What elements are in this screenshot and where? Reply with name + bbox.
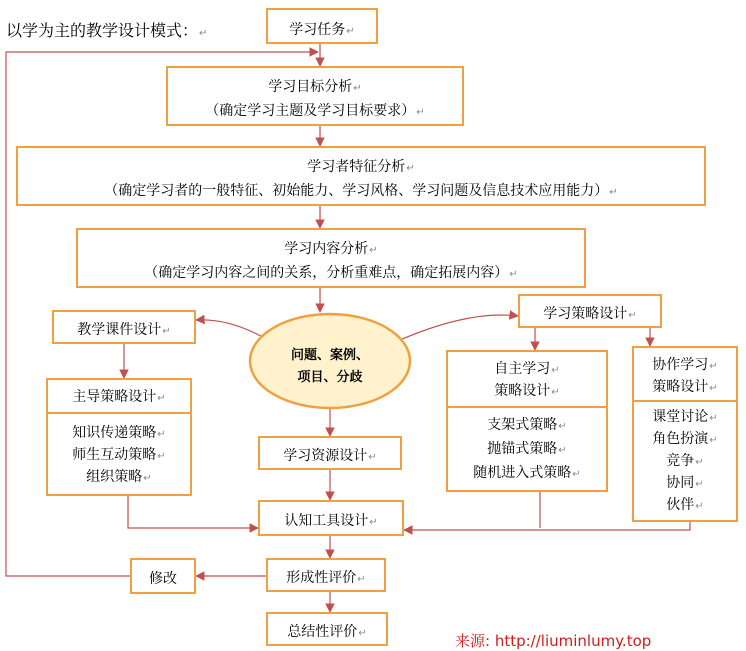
collab-item: 角色扮演↵: [652, 431, 718, 447]
problem-line-1: 问题、案例、: [290, 348, 369, 363]
source-caption: 来源: http://liuminlumy.top: [455, 632, 652, 650]
learner-box: [16, 146, 706, 206]
collab-item: 伙伴↵: [666, 497, 704, 513]
collab-box: [632, 346, 738, 522]
autonomous-title-2: 策略设计↵: [494, 383, 560, 399]
problem-line-2: 项目、分歧: [297, 370, 363, 385]
task-label: 学习任务↵: [289, 22, 355, 38]
revise-box: [130, 558, 196, 594]
goal-box: [166, 66, 464, 126]
revise-label: 修改: [149, 571, 177, 587]
autonomous-divider: [448, 406, 606, 408]
courseware-box: [52, 310, 196, 344]
dominant-item: 知识传递策略↵: [72, 425, 166, 441]
task-box: [266, 8, 378, 44]
dominant-box: [46, 378, 192, 496]
collab-item: 竞争↵: [666, 453, 704, 469]
dominant-item: 师生互动策略↵: [72, 447, 166, 463]
formative-box: [266, 558, 386, 592]
learner-desc: （确定学习者的一般特征、初始能力、学习风格、学习问题及信息技术应用能力）↵: [104, 183, 618, 199]
strategy-label: 学习策略设计↵: [543, 306, 637, 322]
resource-box: [258, 436, 402, 470]
collab-title-1: 协作学习↵: [652, 357, 718, 373]
arrow-collab-cognitive: [404, 522, 690, 530]
goal-desc: （确定学习主题及学习目标要求）↵: [205, 103, 425, 119]
formative-label: 形成性评价↵: [286, 570, 366, 586]
courseware-label: 教学课件设计↵: [77, 322, 171, 338]
autonomous-title-1: 自主学习↵: [494, 361, 560, 377]
diagram-title: 以学为主的教学设计模式：↵: [6, 21, 208, 40]
arrow-problem-courseware: [196, 320, 268, 340]
summative-label: 总结性评价↵: [287, 624, 367, 640]
collab-divider: [634, 400, 736, 402]
dominant-item: 组织策略↵: [86, 469, 152, 485]
content-desc: （确定学习内容之间的关系，分析重难点，确定拓展内容）↵: [144, 265, 518, 281]
collab-item: 课堂讨论↵: [652, 409, 718, 425]
arrow-dominant-cognitive: [128, 496, 258, 528]
resource-label: 学习资源设计↵: [283, 448, 377, 464]
arrow-problem-strategy: [400, 315, 518, 340]
dominant-divider: [48, 412, 190, 414]
collab-item: 协同↵: [666, 475, 704, 491]
dominant-title: 主导策略设计↵: [72, 389, 166, 405]
content-box: [76, 228, 586, 288]
goal-title: 学习目标分析↵: [268, 79, 362, 95]
strategy-box: [518, 294, 662, 328]
summative-box: [266, 612, 388, 646]
collab-title-2: 策略设计↵: [652, 379, 718, 395]
autonomous-item: 抛锚式策略↵: [487, 441, 567, 457]
content-title: 学习内容分析↵: [284, 241, 378, 257]
cognitive-label: 认知工具设计↵: [284, 513, 378, 529]
cognitive-box: [258, 500, 404, 536]
autonomous-item: 随机进入式策略↵: [473, 465, 581, 481]
learner-title: 学习者特征分析↵: [307, 159, 415, 175]
autonomous-item: 支架式策略↵: [487, 417, 567, 433]
autonomous-box: [446, 350, 608, 492]
